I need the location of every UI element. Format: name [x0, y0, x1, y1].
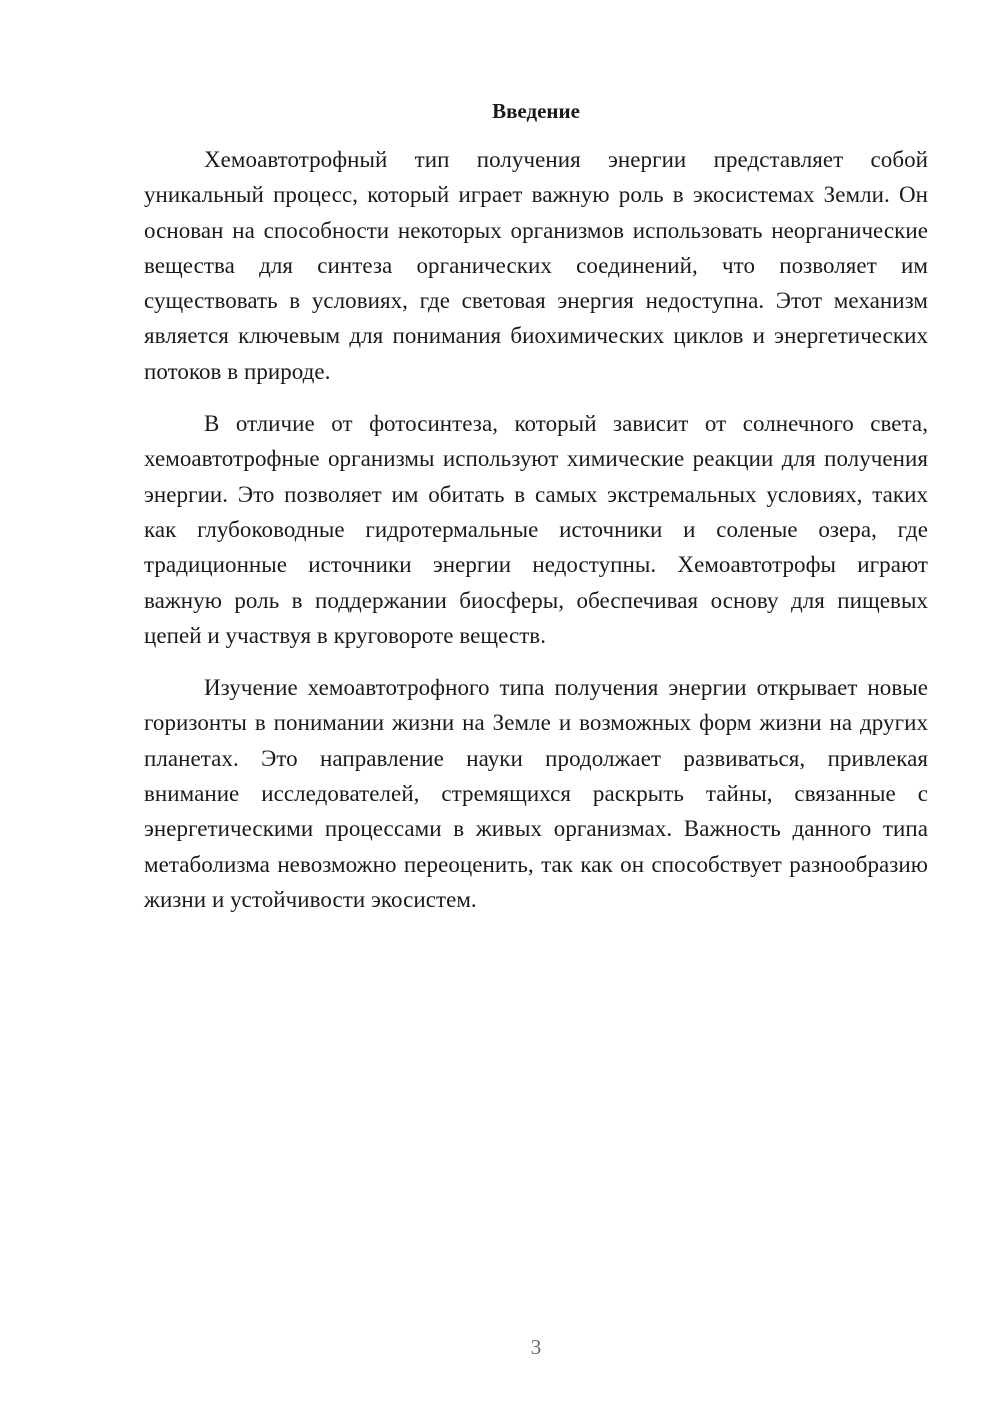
page-title: Введение	[492, 99, 580, 123]
body-text	[144, 142, 928, 934]
page-number: 3	[530, 1335, 542, 1359]
paragraph-2: В отличие от фотосинтеза, который зависит от солнечного света, хемоавтотрофные организмы используют химические реакции для получения энергии. Это позволяет им обитать в самых экстремальных условиях, таких как глубоководные гидротермальные источники и соленые озера, где традиционные источники энергии недоступны. Хемоавтотрофы играют важную роль в поддержании биосферы, обеспечивая основу для пищевых цепей и участвуя в круговороте веществ.	[144, 411, 928, 648]
paragraph-1: Хемоавтотрофный тип получения энергии представляет собой уникальный процесс, который играет важную роль в экосистемах Земли. Он основан на способности некоторых организмов использовать неорганические вещества для синтеза органических соединений, что позволяет им существовать в условиях, где световая энергия недоступна. Этот механизм является ключевым для понимания биохимических циклов и энергетических потоков в природе.	[144, 147, 928, 384]
paragraph-3: Изучение хемоавтотрофного типа получения энергии открывает новые горизонты в понимании жизни на Земле и возможных форм жизни на других планетах. Это направление науки продолжает развиваться, привлекая внимание исследователей, стремящихся раскрыть тайны, связанные с энергетическими процессами в живых организмах. Важность данного типа метаболизма невозможно переоценить, так как он способствует разнообразию жизни и устойчивости экосистем.	[144, 675, 928, 912]
